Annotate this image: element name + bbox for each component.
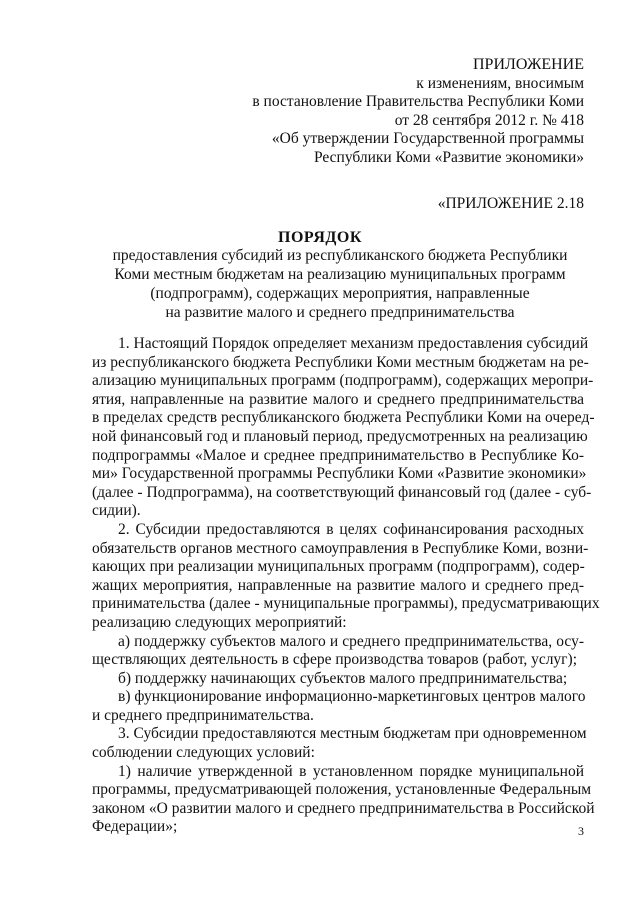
document-title: ПОРЯДОК <box>278 229 362 246</box>
body-line: принимательства (далее - муниципальные программы), предусматривающих <box>92 595 600 613</box>
body-line: и среднего предпринимательства. <box>92 706 314 724</box>
body-line: 2. Субсидии предоставляются в целях софинансирования расходных <box>118 520 584 538</box>
header-title: ПРИЛОЖЕНИЕ <box>472 56 584 73</box>
appendix-header <box>252 56 584 167</box>
body-line: сидии). <box>92 502 141 520</box>
body-line: Федерации»; <box>92 818 178 836</box>
subtitle-line: предоставления субсидий из республиканского бюджета Республики <box>112 247 568 264</box>
document-subtitle <box>100 246 580 322</box>
header-line: к изменениям, вносимым <box>416 74 584 92</box>
body-line: а) поддержку субъектов малого и среднего предпринимательства, осу- <box>118 632 584 650</box>
body-line: жащих мероприятия, направленные на развитие малого и среднего пред- <box>92 576 584 594</box>
body-line: ализацию муниципальных программ (подпрограмм), содержащих меропри- <box>92 372 594 390</box>
body-line: законом «О развитии малого и среднего предпринимательства в Российской <box>92 799 595 817</box>
subtitle-line: на развитие малого и среднего предпринимательства <box>165 304 515 321</box>
body-line: 1. Настоящий Порядок определяет механизм предоставления субсидий <box>118 335 589 352</box>
header-line: от 28 сентября 2012 г. № 418 <box>394 111 584 129</box>
header-line: «Об утверждении Государственной программы <box>271 130 584 147</box>
body-line: ятия, направленные на развитие малого и среднего предпринимательства <box>92 390 584 408</box>
body-line: подпрограммы «Малое и среднее предпринимательство в Республике Ко- <box>92 446 584 464</box>
body-line: кающих при реализации муниципальных программ (подпрограмм), содер- <box>92 558 585 576</box>
body-line: ной финансовый год и плановый период, предусмотренных на реализацию <box>92 427 588 445</box>
body-line: в пределах средств республиканского бюджета Республики Коми на очеред- <box>92 409 595 427</box>
body-line: в) функционирование информационно-маркетинговых центров малого <box>118 688 586 706</box>
header-line: Республики Коми «Развитие экономики» <box>313 148 584 166</box>
body-line: соблюдении следующих условий: <box>92 744 315 762</box>
body-line: обязательств органов местного самоуправления в Республике Коми, возни- <box>92 539 589 557</box>
page-number: 3 <box>578 824 584 838</box>
body-line: б) поддержку начинающих субъектов малого предпринимательства; <box>118 669 568 687</box>
body-line: из республиканского бюджета Республики Коми местным бюджетам на ре- <box>92 353 589 371</box>
document-body <box>92 335 600 837</box>
body-line: 3. Субсидии предоставляются местным бюджетам при одновременном <box>118 725 587 743</box>
appendix-label: «ПРИЛОЖЕНИЕ 2.18 <box>437 195 584 212</box>
subtitle-line: Коми местным бюджетам на реализацию муниципальных программ <box>114 266 566 283</box>
body-line: программы, предусматривающей положения, установленные Федеральным <box>92 781 592 799</box>
header-line: в постановление Правительства Республики Коми <box>252 93 584 110</box>
subtitle-line: (подпрограмм), содержащих мероприятия, направленные <box>150 285 530 302</box>
body-line: 1) наличие утвержденной в установленном порядке муниципальной <box>118 762 584 780</box>
body-line: ществляющих деятельность в сфере производства товаров (работ, услуг); <box>92 651 578 669</box>
body-line: реализацию следующих мероприятий: <box>92 613 347 631</box>
body-line: (далее - Подпрограмма), на соответствующий финансовый год (далее - суб- <box>92 483 592 501</box>
body-line: ми» Государственной программы Республики Коми «Развитие экономики» <box>92 465 587 483</box>
